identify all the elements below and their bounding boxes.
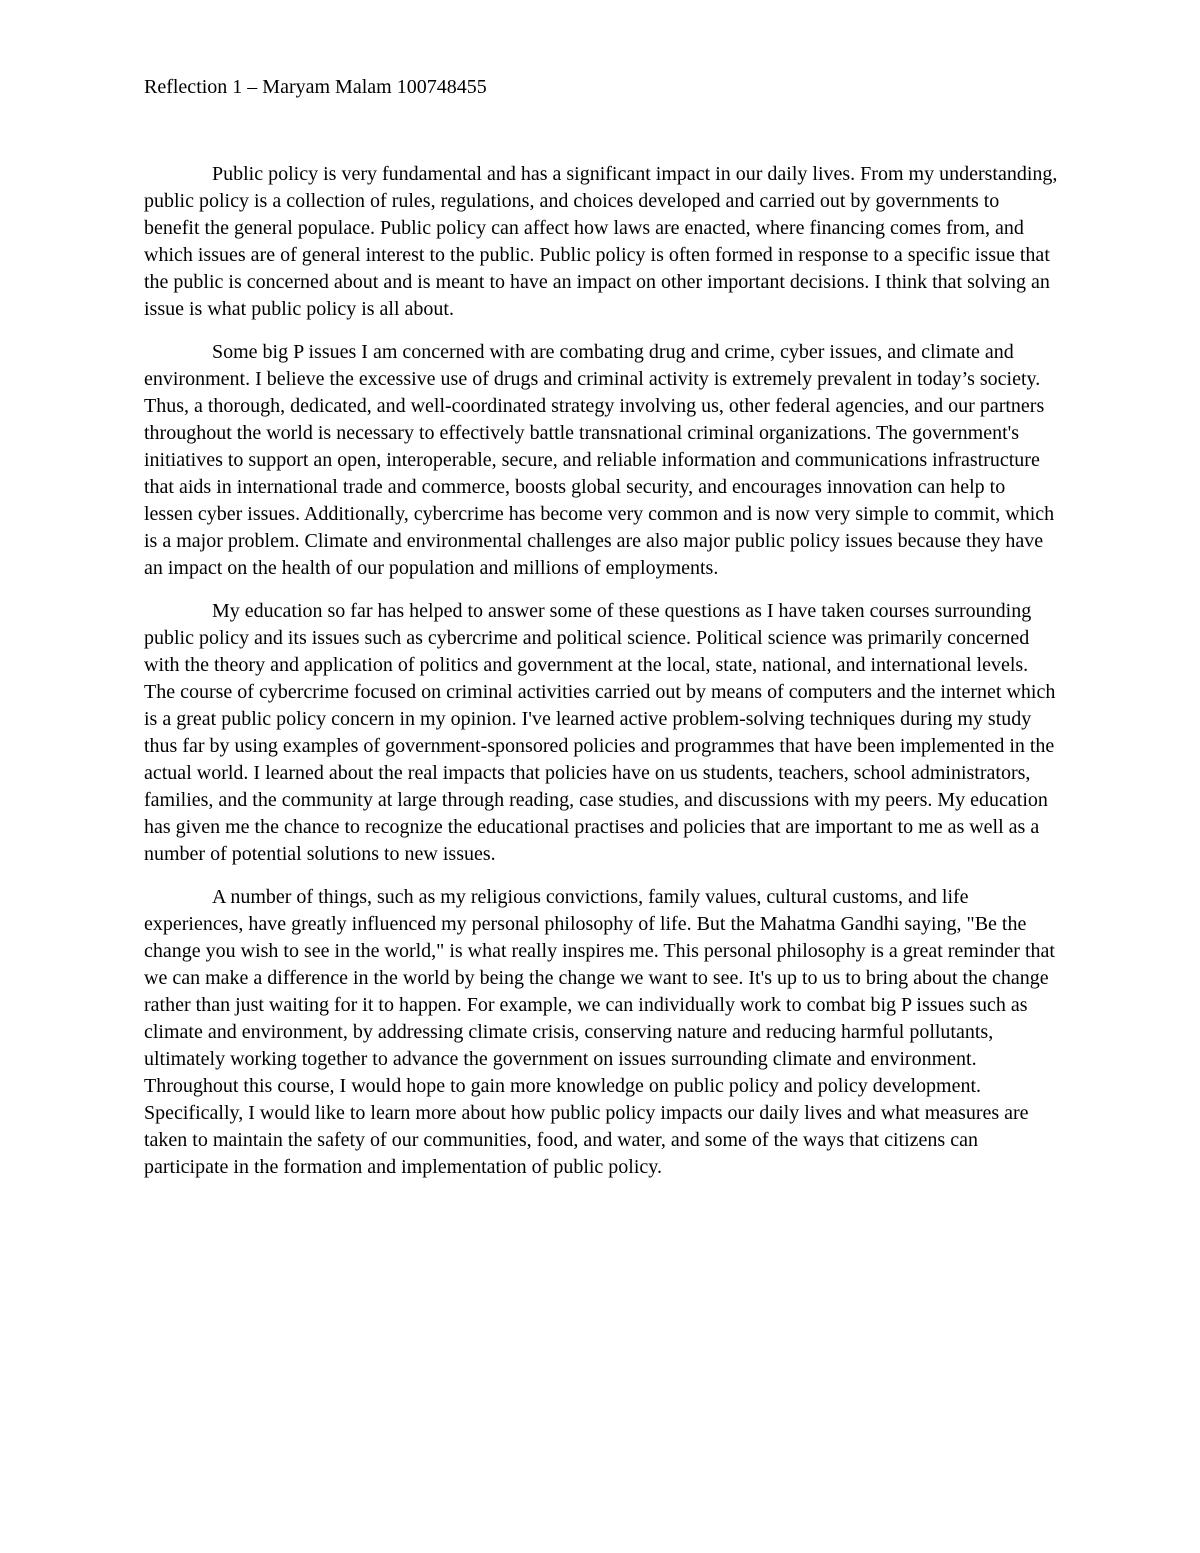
paragraph-4: A number of things, such as my religious convictions, family values, cultural customs, and life experiences, have greatly influenced my personal philosophy of life. But the Mahatma Gandhi saying, "Be the change you wish to see in the world," is what really inspires me. This personal philosophy is a great reminder that we can make a difference in the world by being the change we want to see. It's up to us to bring about the change rather than just waiting for it to happen. For example, we can individually work to combat big P issues such as climate and environment, by addressing climate crisis, conserving nature and reducing harmful pollutants, ultimately working together to advance the government on issues surrounding climate and environment. Throughout this course, I would hope to gain more knowledge on public policy and policy development. Specifically, I would like to learn more about how public policy impacts our daily lives and what measures are taken to maintain the safety of our communities, food, and water, and some of the ways that citizens can participate in the formation and implementation of public policy. — [144, 886, 1055, 1178]
paragraph-1: Public policy is very fundamental and has a significant impact in our daily lives. From my understanding, public policy is a collection of rules, regulations, and choices developed and carried out by governments to benefit the general populace. Public policy can affect how laws are enacted, where financing comes from, and which issues are of general interest to the public. Public policy is often formed in response to a specific issue that the public is concerned about and is meant to have an impact on other important decisions. I think that solving an issue is what public policy is all about. — [144, 163, 1058, 320]
paragraph-3: My education so far has helped to answer some of these questions as I have taken courses surrounding public policy and its issues such as cybercrime and political science. Political science was primarily concerned with the theory and application of politics and government at the local, state, national, and international levels. The course of cybercrime focused on criminal activities carried out by means of computers and the internet which is a great public policy concern in my opinion. I've learned active problem-solving techniques during my study thus far by using examples of government-sponsored policies and programmes that have been implemented in the actual world. I learned about the real impacts that policies have on us students, teachers, school administrators, families, and the community at large through reading, case studies, and discussions with my peers. My education has given me the chance to recognize the educational practises and policies that are important to me as well as a number of potential solutions to new issues. — [144, 600, 1056, 865]
document-body — [144, 161, 1059, 1197]
paragraph-2: Some big P issues I am concerned with are combating drug and crime, cyber issues, and climate and environment. I believe the excessive use of drugs and criminal activity is extremely prevalent in today’s society. Thus, a thorough, dedicated, and well-coordinated strategy involving us, other federal agencies, and our partners throughout the world is necessary to effectively battle transnational criminal organizations. The government's initiatives to support an open, interoperable, secure, and reliable information and communications infrastructure that aids in international trade and commerce, boosts global security, and encourages innovation can help to lessen cyber issues. Additionally, cybercrime has become very common and is now very simple to commit, which is a major problem. Climate and environmental challenges are also major public policy issues because they have an impact on the health of our population and millions of employments. — [144, 341, 1055, 579]
document-title: Reflection 1 – Maryam Malam 100748455 — [144, 76, 487, 98]
